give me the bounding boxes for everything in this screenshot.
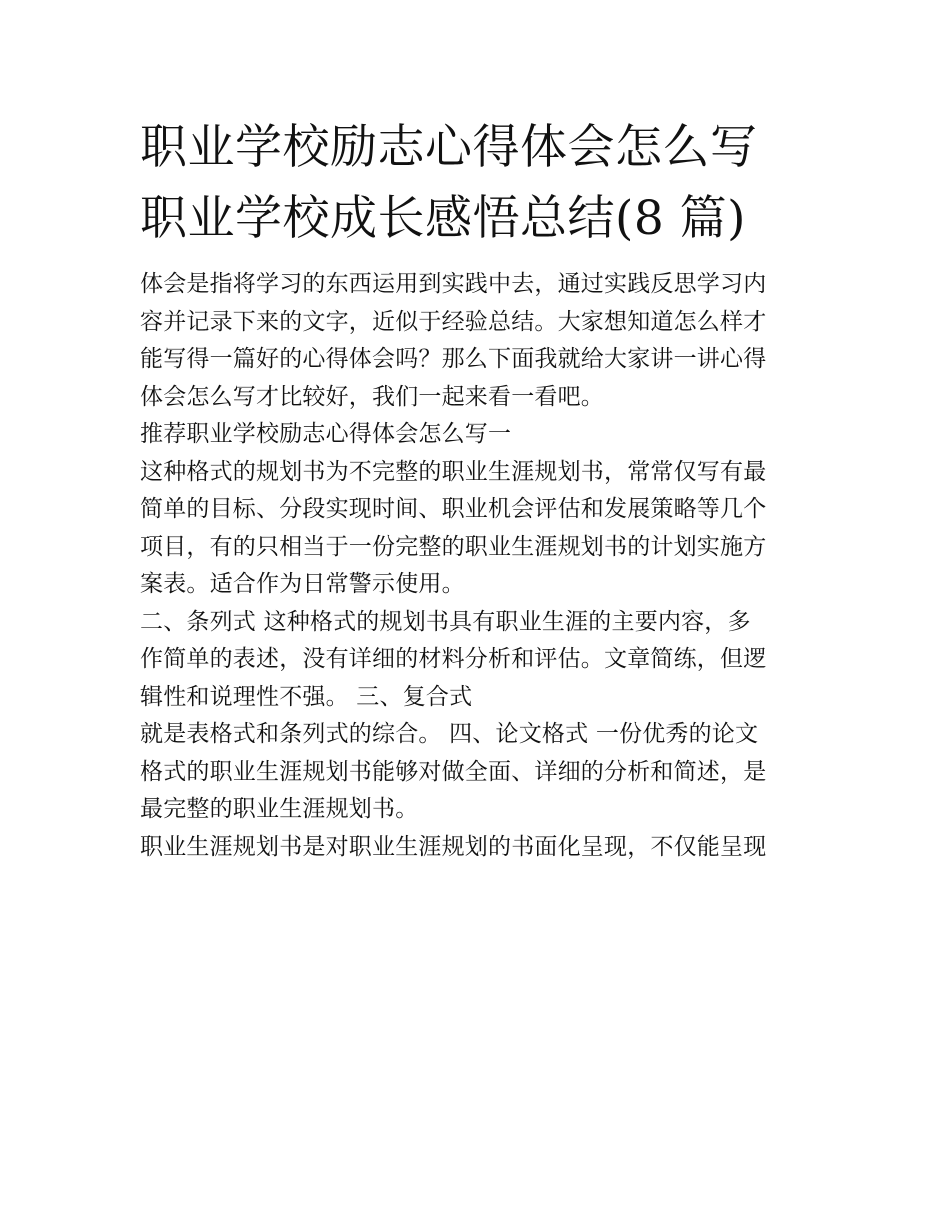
- title-line: 职业学校成长感悟总结(8 篇): [140, 191, 747, 246]
- text-line: 体会是指将学习的东西运用到实践中去，通过实践反思学习内: [140, 271, 767, 297]
- text-line: 辑性和说理性不强。 三、复合式: [140, 683, 473, 710]
- body-paragraph: [140, 716, 820, 829]
- text-line: 最完整的职业生涯规划书。: [140, 796, 419, 822]
- text-line: 案表。适合作为日常警示使用。: [140, 571, 465, 597]
- section-heading: [140, 416, 820, 454]
- intro-paragraph: [140, 266, 820, 416]
- text-line: 推荐职业学校励志心得体会怎么写一: [140, 421, 512, 447]
- text-line: 就是表格式和条列式的综合。 四、论文格式 一份优秀的论文: [140, 721, 759, 747]
- text-line: 这种格式的规划书为不完整的职业生涯规划书，常常仅写有最: [140, 458, 767, 485]
- text-line: 简单的目标、分段实现时间、职业机会评估和发展策略等几个: [140, 496, 767, 522]
- body-paragraph: [140, 604, 820, 717]
- body-paragraph: [140, 454, 820, 604]
- title-line: 职业学校励志心得体会怎么写: [140, 120, 758, 175]
- body-paragraph: [140, 829, 820, 867]
- text-line: 格式的职业生涯规划书能够对做全面、详细的分析和简述，是: [140, 758, 767, 785]
- document-body: [140, 112, 820, 866]
- text-line: 作简单的表述，没有详细的材料分析和评估。文章简练，但逻: [140, 646, 767, 672]
- text-line: 职业生涯规划书是对职业生涯规划的书面化呈现，不仅能呈现: [140, 833, 767, 860]
- text-line: 能写得一篇好的心得体会吗？那么下面我就给大家讲一讲心得: [140, 346, 767, 372]
- page-title: [140, 112, 820, 254]
- text-line: 容并记录下来的文字，近似于经验总结。大家想知道怎么样才: [140, 308, 767, 335]
- text-line: 二、条列式 这种格式的规划书具有职业生涯的主要内容，多: [140, 608, 751, 635]
- text-line: 项目，有的只相当于一份完整的职业生涯规划书的计划实施方: [140, 533, 767, 560]
- text-line: 体会怎么写才比较好，我们一起来看一看吧。: [140, 383, 604, 410]
